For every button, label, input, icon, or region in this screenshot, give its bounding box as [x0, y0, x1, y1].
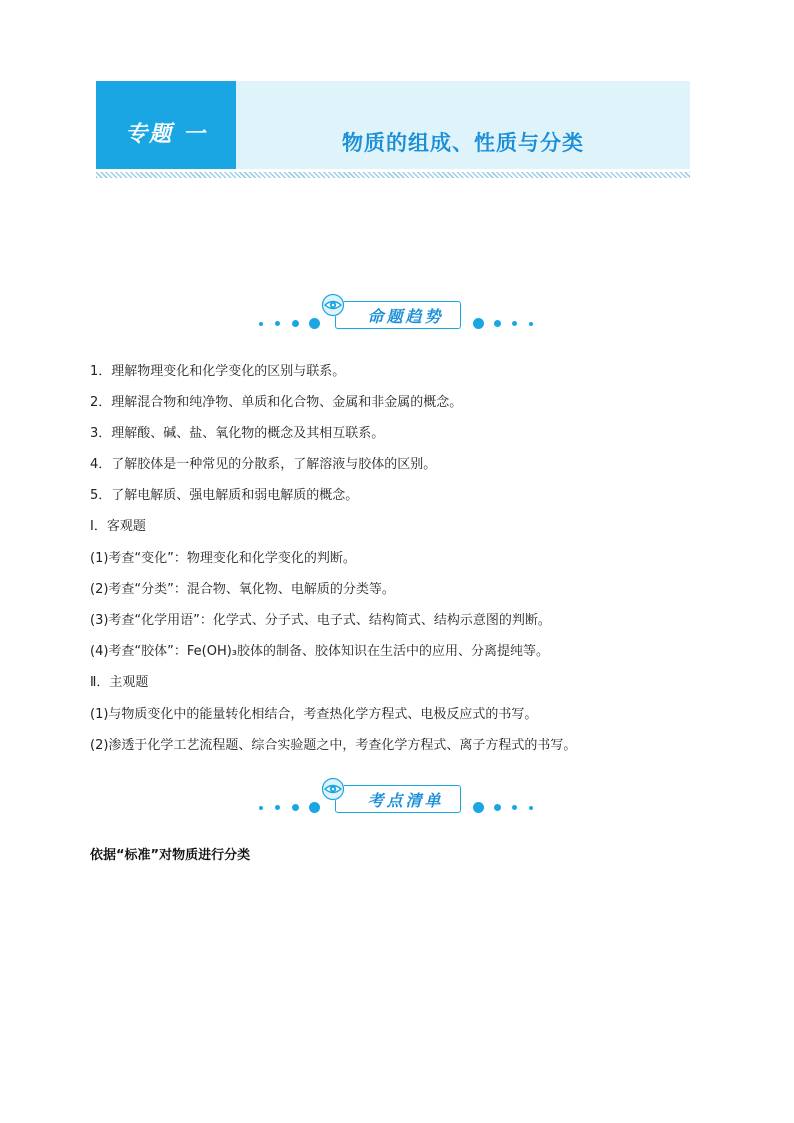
trend-item: (2)考查“分类”：混合物、氧化物、电解质的分类等。: [90, 582, 395, 597]
topic-banner: [96, 81, 690, 169]
section-title: 命题趋势: [367, 307, 444, 326]
decorative-dots-right: [473, 801, 543, 815]
section-title: 考点清单: [367, 791, 444, 810]
decorative-dots-left: [255, 801, 325, 815]
decorative-dots-right: [473, 317, 543, 331]
banner-stripe-divider: [96, 172, 690, 178]
trend-item: 1．理解物理变化和化学变化的区别与联系。: [90, 364, 346, 379]
eye-icon: [321, 293, 345, 317]
trend-item: 3．理解酸、碱、盐、氧化物的概念及其相互联系。: [90, 426, 385, 441]
banner-title: 物质的组成、性质与分类: [342, 131, 584, 155]
banner-topic-label: 专题 一: [125, 122, 207, 147]
section-header-trend: [255, 293, 540, 333]
trend-subheading: Ⅱ．主观题: [90, 675, 149, 690]
trend-item: (3)考查“化学用语”：化学式、分子式、电子式、结构简式、结构示意图的判断。: [90, 613, 551, 628]
trend-item: (4)考查“胶体”：Fe(OH)₃胶体的制备、胶体知识在生活中的应用、分离提纯等。: [90, 644, 550, 659]
section-header-checklist: [255, 777, 540, 817]
trend-item: (2)渗透于化学工艺流程题、综合实验题之中，考查化学方程式、离子方程式的书写。: [90, 738, 577, 753]
trend-item: (1)考查“变化”：物理变化和化学变化的判断。: [90, 551, 356, 566]
trend-item: 2．理解混合物和纯净物、单质和化合物、金属和非金属的概念。: [90, 395, 463, 410]
trend-item: (1)与物质变化中的能量转化相结合，考查热化学方程式、电极反应式的书写。: [90, 707, 538, 722]
decorative-dots-left: [255, 317, 325, 331]
eye-icon: [321, 777, 345, 801]
trend-item: 4．了解胶体是一种常见的分散系，了解溶液与胶体的区别。: [90, 457, 437, 472]
trend-item: 5．了解电解质、强电解质和弱电解质的概念。: [90, 488, 359, 503]
trend-subheading: Ⅰ．客观题: [90, 519, 146, 534]
checklist-heading: 依据“标准”对物质进行分类: [90, 848, 251, 863]
